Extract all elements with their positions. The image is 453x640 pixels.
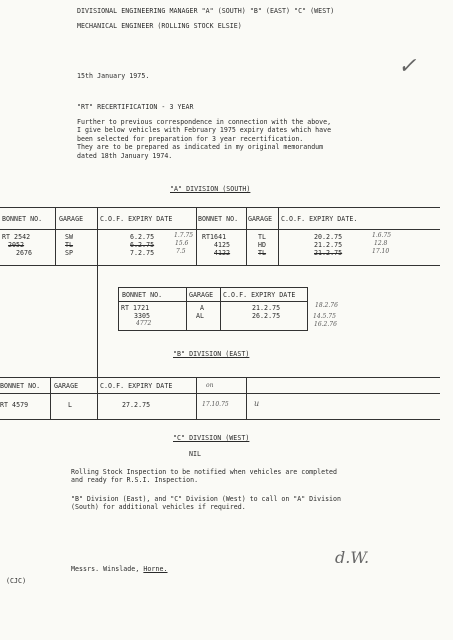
division-c-value: NIL	[189, 450, 202, 458]
cc-recipients	[71, 565, 168, 573]
col-header: GARAGE	[189, 291, 214, 299]
table-rule	[246, 377, 247, 419]
body-line: been selected for preparation for 3 year recertification.	[77, 134, 304, 143]
cell-date: 20.2.75	[314, 233, 343, 241]
table-rule	[278, 207, 279, 265]
cell-date: 6.2.75	[130, 233, 155, 241]
table-rule	[50, 377, 51, 419]
body-line: dated 18th January 1974.	[77, 151, 173, 160]
handwritten-mark: u	[254, 399, 260, 408]
handwritten-note: 17.10.75	[202, 401, 229, 408]
table-rule	[220, 287, 221, 330]
cell-date: 27.2.75	[122, 401, 151, 409]
initials-signature: d.W.	[335, 548, 370, 567]
closing-paragraph-1	[71, 468, 337, 485]
handwritten-note: 15.6	[175, 240, 189, 247]
body-line: "B" Division (East), and "C" Division (West) to call on "A" Division	[71, 495, 341, 503]
handwritten-note: 7.5	[176, 248, 186, 255]
body-line: They are to be prepared as indicated in my original memorandum	[77, 143, 324, 152]
cell-bonnet: RT 4579	[0, 401, 29, 409]
table-rule	[0, 393, 440, 394]
handwritten-note: 16.2.76	[314, 321, 337, 328]
table-rule	[118, 301, 308, 302]
table-rule	[186, 287, 187, 330]
table-rule	[307, 287, 308, 330]
cell-garage: TL	[65, 241, 74, 249]
table-rule	[196, 207, 197, 265]
cell-date: 6.2.75	[130, 241, 155, 249]
cell-date: 26.2.75	[252, 312, 281, 320]
memo-subject: "RT" RECERTIFICATION - 3 YEAR	[77, 103, 194, 111]
cell-date: 21.2.75	[314, 249, 343, 257]
cell-bonnet: 4122	[214, 249, 231, 257]
col-header: BONNET NO.	[122, 291, 163, 299]
cell-garage: HD	[258, 241, 267, 249]
reference: (CJC)	[6, 577, 27, 585]
body-line: Further to previous correspondence in connection with the above,	[77, 118, 332, 126]
closing-paragraph-2	[71, 495, 341, 512]
cell-garage: TL	[258, 249, 267, 257]
cell-date: 21.2.75	[252, 304, 281, 312]
col-header: GARAGE	[54, 382, 79, 390]
tick-mark: ✓	[398, 54, 417, 79]
cell-garage: L	[68, 401, 73, 409]
handwritten-note: 4772	[136, 320, 152, 327]
cell-garage: A	[200, 304, 205, 312]
table-rule	[118, 287, 119, 330]
cell-bonnet: RT 1721	[121, 304, 150, 312]
cell-date: 7.2.75	[130, 249, 155, 257]
col-header: BONNET NO.	[0, 382, 41, 390]
division-b-title: "B" DIVISION (EAST)	[173, 350, 250, 358]
handwritten-note: 18.2.76	[315, 302, 338, 309]
col-header: C.O.F. EXPIRY DATE.	[281, 215, 358, 223]
cell-bonnet: 3305	[134, 312, 151, 320]
cell-garage: AL	[196, 312, 205, 320]
handwritten-note: 1.6.75	[372, 232, 392, 239]
memo-to-line: DIVISIONAL ENGINEERING MANAGER "A" (SOUTH) "B" (EAST) "C" (WEST)	[77, 7, 335, 15]
cell-garage: SP	[65, 249, 74, 257]
table-rule	[0, 229, 440, 230]
handwritten-note: 12.8	[374, 240, 388, 247]
division-a-title: "A" DIVISION (SOUTH)	[170, 185, 251, 193]
table-rule	[0, 377, 440, 378]
cc-prefix: Messrs. Winslade,	[71, 565, 140, 573]
col-header: BONNET NO.	[2, 215, 43, 223]
body-line: Rolling Stock Inspection to be notified when vehicles are completed	[71, 468, 337, 476]
table-rule	[196, 377, 197, 419]
table-rule	[0, 265, 440, 266]
col-header: GARAGE	[248, 215, 273, 223]
memo-body	[77, 118, 331, 160]
table-rule	[55, 207, 56, 265]
memo-cc-line: MECHANICAL ENGINEER (ROLLING STOCK ELSIE)	[77, 22, 242, 30]
cell-bonnet: 4125	[214, 241, 231, 249]
table-rule	[118, 287, 308, 288]
cell-garage: TL	[258, 233, 267, 241]
col-header: GARAGE	[59, 215, 84, 223]
handwritten-note: 14.5.75	[313, 313, 336, 320]
handwritten-note: 1.7.75	[174, 232, 194, 239]
cell-garage: SW	[65, 233, 74, 241]
cell-bonnet: 2676	[16, 249, 33, 257]
cell-bonnet: RT 2542	[2, 233, 31, 241]
col-header: C.O.F. EXPIRY DATE	[100, 382, 173, 390]
body-line: and ready for R.S.I. Inspection.	[71, 476, 199, 485]
cell-date: 21.2.75	[314, 241, 343, 249]
body-line: (South) for additional vehicles if required.	[71, 503, 246, 512]
cell-bonnet: RT1641	[202, 233, 227, 241]
col-header: BONNET NO.	[198, 215, 239, 223]
table-rule	[0, 207, 440, 208]
body-line: I give below vehicles with February 1975 expiry dates which have	[77, 126, 332, 135]
col-header: C.O.F. EXPIRY DATE	[223, 291, 296, 299]
table-rule	[97, 207, 98, 377]
cell-bonnet: 2052	[8, 241, 25, 249]
table-rule	[246, 207, 247, 265]
table-rule	[118, 330, 308, 331]
handwritten-note: 17.10	[372, 248, 390, 255]
table-rule	[0, 419, 440, 420]
division-c-title: "C" DIVISION (WEST)	[173, 434, 250, 442]
handwritten-mark: on	[206, 382, 214, 389]
cc-name: Horne.	[143, 565, 168, 573]
col-header: C.O.F. EXPIRY DATE	[100, 215, 173, 223]
table-rule	[97, 377, 98, 419]
memo-date: 15th January 1975.	[77, 72, 150, 80]
